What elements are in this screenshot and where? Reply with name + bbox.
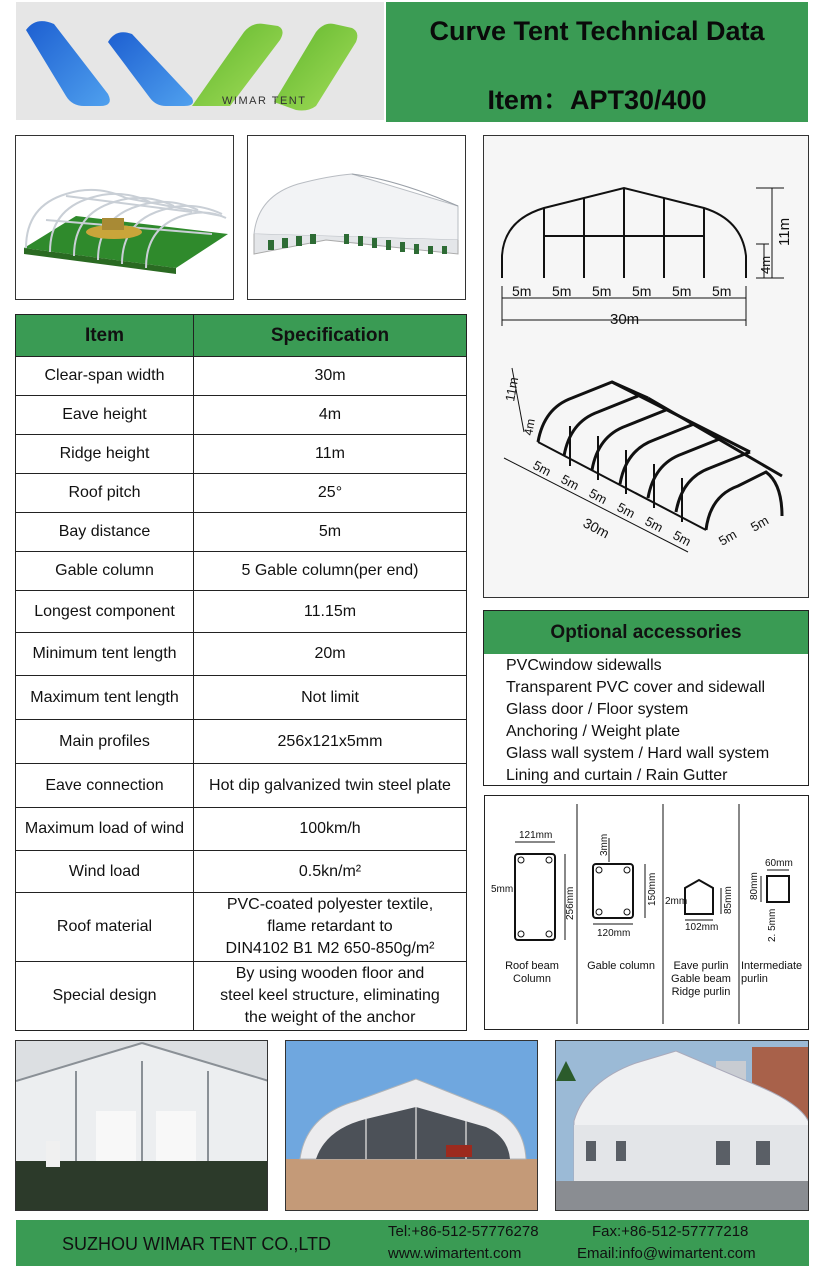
spec-value-line: PVC-coated polyester textile, bbox=[226, 896, 434, 913]
profile-sections-drawing bbox=[485, 796, 810, 1031]
accessories-list bbox=[506, 655, 769, 787]
spec-table bbox=[15, 314, 467, 1031]
spec-value-line: steel keel structure, eliminating bbox=[220, 987, 440, 1004]
span-label: 5m bbox=[552, 283, 572, 299]
logo-panel bbox=[16, 2, 384, 120]
bay-label: 5m bbox=[642, 513, 666, 536]
column-header-specification: Specification bbox=[194, 315, 467, 357]
page-title: Curve Tent Technical Data bbox=[429, 16, 765, 46]
tent-city-illustration bbox=[556, 1041, 809, 1211]
spec-value: 4m bbox=[194, 396, 467, 435]
table-row bbox=[16, 552, 467, 591]
roof-beam-height: 256mm bbox=[565, 886, 576, 920]
table-row bbox=[16, 676, 467, 720]
total-width-label: 30m bbox=[610, 311, 640, 328]
table-row bbox=[16, 513, 467, 552]
caption-line: Eave purlin bbox=[673, 960, 729, 972]
spec-item: Eave height bbox=[16, 396, 194, 435]
spec-value-line: the weight of the anchor bbox=[244, 1009, 416, 1026]
list-item: Lining and curtain / Rain Gutter bbox=[506, 767, 728, 784]
eave-purlin-height: 85mm bbox=[723, 886, 734, 914]
table-row bbox=[16, 720, 467, 764]
spec-value: 5 Gable column(per end) bbox=[194, 552, 467, 591]
spec-value-line: DIN4102 B1 M2 650-850g/m² bbox=[225, 940, 435, 957]
table-row bbox=[16, 396, 467, 435]
column-header-item: Item bbox=[16, 315, 194, 357]
tent-frame-render bbox=[15, 135, 234, 300]
table-row bbox=[16, 808, 467, 851]
spec-value: 5m bbox=[194, 513, 467, 552]
spec-table-header bbox=[16, 315, 467, 357]
dimension-drawings bbox=[484, 136, 809, 598]
spec-item: Roof material bbox=[16, 893, 194, 962]
roof-beam-caption bbox=[497, 960, 567, 986]
website-link[interactable]: www.wimartent.com bbox=[388, 1245, 522, 1262]
span-label: 5m bbox=[672, 283, 692, 299]
wimar-logo-icon bbox=[16, 2, 384, 120]
caption-line: purlin bbox=[741, 973, 768, 985]
spec-value: Not limit bbox=[194, 676, 467, 720]
table-row bbox=[16, 591, 467, 633]
spec-item: Clear-span width bbox=[16, 357, 194, 396]
footer-bar bbox=[16, 1220, 809, 1266]
tent-exterior-illustration bbox=[286, 1041, 538, 1211]
table-row bbox=[16, 633, 467, 676]
iso-bay-labels bbox=[531, 457, 772, 549]
bay-label: 5m bbox=[530, 457, 554, 480]
end-label: 5m bbox=[748, 512, 772, 535]
fax: Fax:+86-512-57777218 bbox=[592, 1223, 749, 1240]
iso-eave-height-label: 4m bbox=[521, 417, 538, 437]
eave-purlin-width: 102mm bbox=[685, 922, 719, 933]
list-item: Anchoring / Weight plate bbox=[506, 723, 681, 740]
spec-item: Longest component bbox=[16, 591, 194, 633]
eave-purlin-thickness: 2mm bbox=[665, 896, 688, 907]
spec-value-line: By using wooden floor and bbox=[235, 965, 425, 982]
table-row bbox=[16, 893, 467, 962]
spec-value: 0.5kn/m² bbox=[194, 851, 467, 893]
table-row bbox=[16, 435, 467, 474]
spec-value: 25° bbox=[194, 474, 467, 513]
spec-item: Eave connection bbox=[16, 764, 194, 808]
spec-item: Wind load bbox=[16, 851, 194, 893]
item-code: Item：APT30/400 bbox=[487, 85, 707, 115]
spec-item: Main profiles bbox=[16, 720, 194, 764]
telephone: Tel:+86-512-57776278 bbox=[388, 1223, 539, 1240]
spec-item: Maximum tent length bbox=[16, 676, 194, 720]
header-panel bbox=[386, 2, 808, 122]
roof-beam-width: 121mm bbox=[519, 830, 553, 841]
spec-item: Bay distance bbox=[16, 513, 194, 552]
list-item: Glass wall system / Hard wall system bbox=[506, 745, 770, 762]
caption-line: Gable column bbox=[587, 960, 655, 972]
intermediate-purlin-thickness: 2. 5mm bbox=[767, 908, 778, 942]
gable-column-thickness: 3mm bbox=[599, 833, 610, 856]
bay-label: 5m bbox=[558, 471, 582, 494]
iso-ridge-height-label: 11m bbox=[502, 375, 522, 403]
span-label: 5m bbox=[512, 283, 532, 299]
optional-accessories-panel bbox=[483, 610, 809, 786]
span-label: 5m bbox=[632, 283, 652, 299]
spec-item: Ridge height bbox=[16, 435, 194, 474]
photo-tent-exterior-city bbox=[555, 1040, 809, 1211]
tent-covered-illustration bbox=[248, 136, 466, 300]
photo-tent-interior bbox=[15, 1040, 268, 1211]
table-row bbox=[16, 962, 467, 1031]
logo-brand-text: WIMAR TENT bbox=[222, 95, 307, 107]
intermediate-purlin-width: 60mm bbox=[765, 858, 793, 869]
bay-label: 5m bbox=[614, 499, 638, 522]
list-item: Glass door / Floor system bbox=[506, 701, 689, 718]
total-length-label: 30m bbox=[580, 514, 613, 542]
spec-item: Maximum load of wind bbox=[16, 808, 194, 851]
spec-value bbox=[194, 962, 467, 1031]
spec-item: Special design bbox=[16, 962, 194, 1031]
spec-item: Minimum tent length bbox=[16, 633, 194, 676]
gable-column-caption bbox=[581, 960, 661, 973]
accessories-title: Optional accessories bbox=[484, 611, 808, 654]
spec-value: 100km/h bbox=[194, 808, 467, 851]
table-row bbox=[16, 851, 467, 893]
gable-column-width: 120mm bbox=[597, 928, 631, 939]
span-label: 5m bbox=[712, 283, 732, 299]
spec-item: Gable column bbox=[16, 552, 194, 591]
spec-value: 20m bbox=[194, 633, 467, 676]
profile-sections-panel bbox=[484, 795, 809, 1030]
caption-line: Ridge purlin bbox=[671, 986, 731, 998]
front-span-labels bbox=[512, 283, 731, 299]
spec-value: 30m bbox=[194, 357, 467, 396]
list-item: PVCwindow sidewalls bbox=[506, 657, 662, 674]
intermediate-purlin-height: 80mm bbox=[749, 872, 760, 900]
table-row bbox=[16, 474, 467, 513]
caption-line: Column bbox=[513, 973, 551, 985]
bay-label: 5m bbox=[670, 527, 694, 550]
spec-item: Roof pitch bbox=[16, 474, 194, 513]
eave-height-label: 4m bbox=[758, 255, 773, 274]
spec-value bbox=[194, 893, 467, 962]
eave-purlin-caption bbox=[665, 960, 737, 999]
spec-value: 11m bbox=[194, 435, 467, 474]
tent-interior-illustration bbox=[16, 1041, 268, 1211]
intermediate-purlin-caption bbox=[741, 960, 807, 986]
spec-value: 11.15m bbox=[194, 591, 467, 633]
span-label: 5m bbox=[592, 283, 612, 299]
caption-line: Roof beam bbox=[505, 960, 559, 972]
end-label: 5m bbox=[716, 526, 740, 549]
caption-line: Intermediate bbox=[741, 960, 803, 972]
table-row bbox=[16, 764, 467, 808]
caption-line: Gable beam bbox=[671, 973, 731, 985]
bay-label: 5m bbox=[586, 485, 610, 508]
tent-covered-render bbox=[247, 135, 466, 300]
photo-tent-exterior-day bbox=[285, 1040, 538, 1211]
ridge-height-label: 11m bbox=[776, 217, 793, 246]
spec-value: 256x121x5mm bbox=[194, 720, 467, 764]
roof-beam-thickness: 5mm bbox=[491, 884, 514, 895]
tent-dimension-diagram bbox=[483, 135, 809, 598]
table-row bbox=[16, 357, 467, 396]
gable-column-height: 150mm bbox=[647, 872, 658, 906]
spec-value-line: flame retardant to bbox=[267, 918, 393, 935]
spec-value: Hot dip galvanized twin steel plate bbox=[194, 764, 467, 808]
tent-frame-illustration bbox=[16, 136, 234, 300]
list-item: Transparent PVC cover and sidewall bbox=[506, 679, 766, 696]
email-link[interactable]: Email:info@wimartent.com bbox=[577, 1245, 756, 1262]
company-name: SUZHOU WIMAR TENT CO.,LTD bbox=[62, 1234, 332, 1254]
